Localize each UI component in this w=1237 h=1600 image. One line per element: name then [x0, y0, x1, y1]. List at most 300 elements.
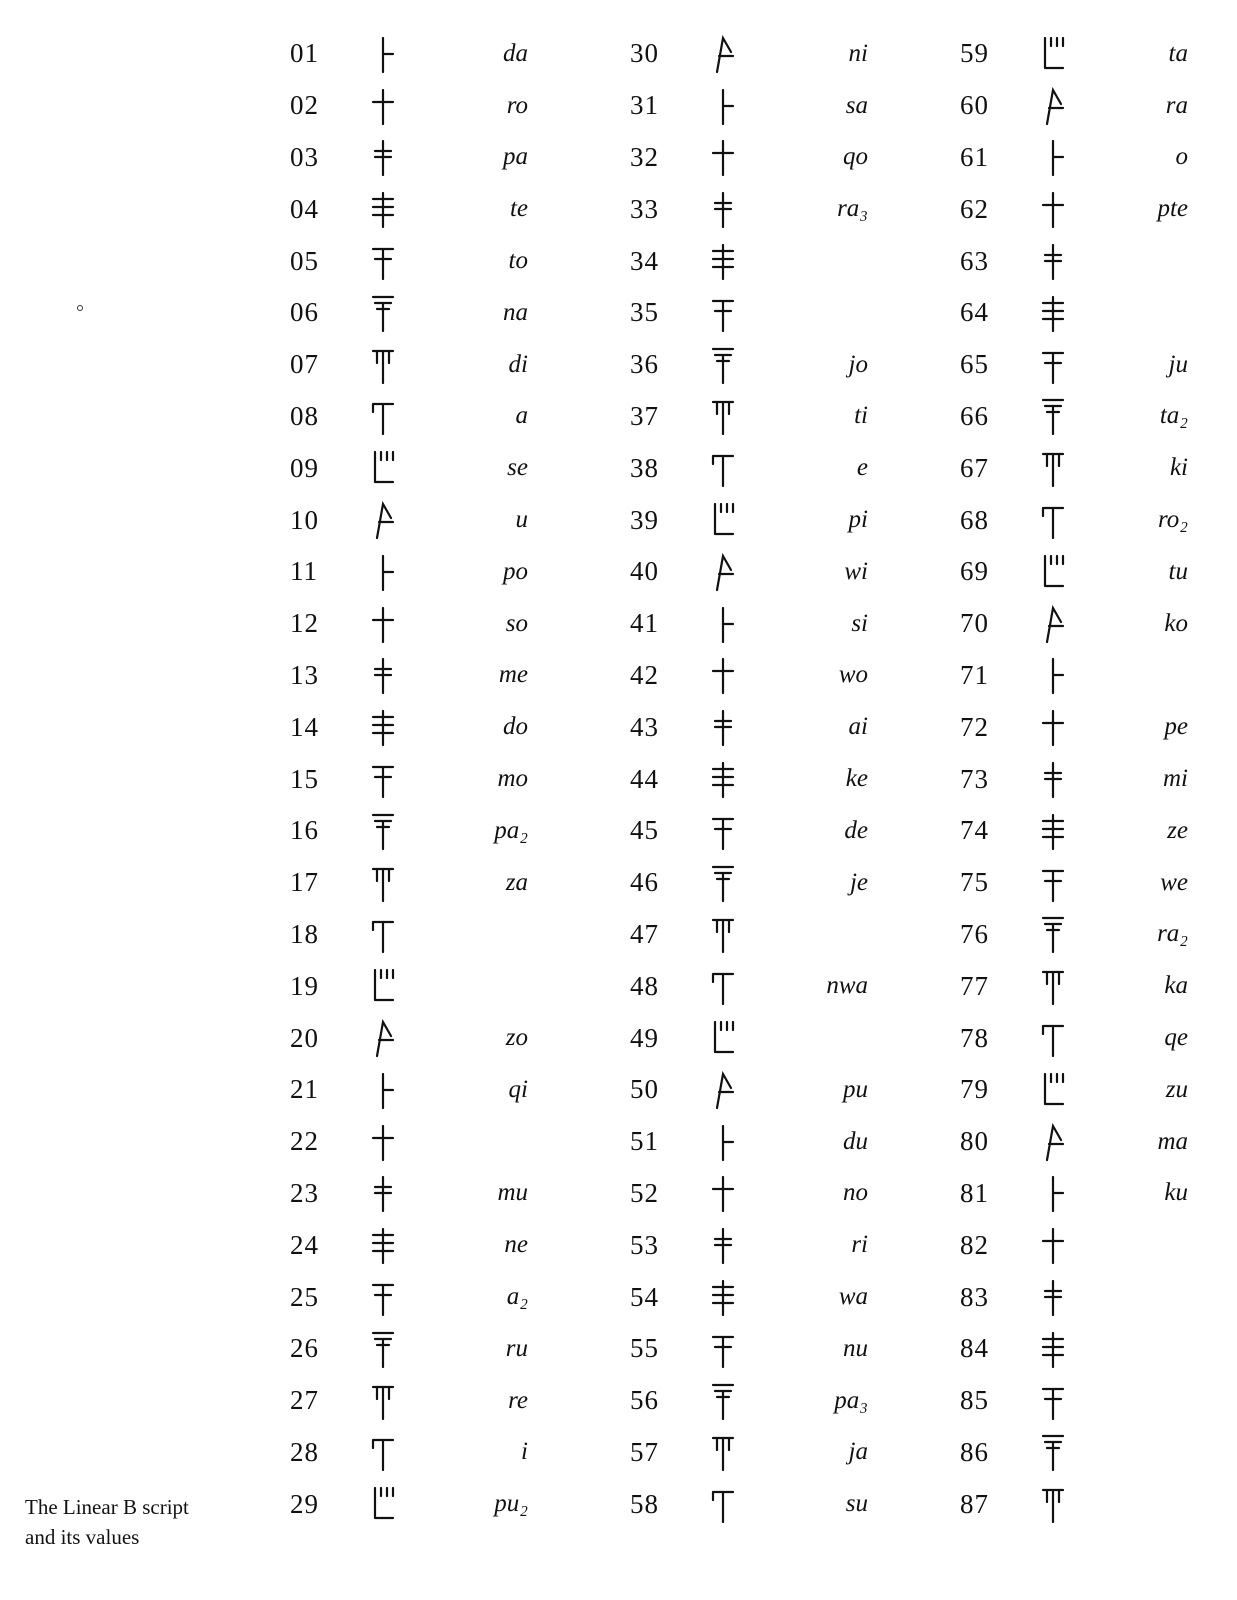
- linear-b-sign-icon: [348, 446, 418, 490]
- sign-number: 04: [290, 193, 319, 224]
- linear-b-sign-icon: [348, 602, 418, 646]
- linear-b-sign-icon: [348, 809, 418, 853]
- sign-value: a: [515, 402, 528, 430]
- sign-number: 46: [630, 867, 659, 898]
- sign-value: to: [508, 247, 528, 275]
- sign-value: mu: [497, 1179, 528, 1207]
- sign-value: nwa: [826, 972, 868, 1000]
- sign-number: 21: [290, 1074, 319, 1105]
- sign-row: [290, 287, 560, 339]
- sign-number: 13: [290, 659, 319, 690]
- linear-b-sign-icon: [348, 394, 418, 438]
- sign-row: [630, 805, 900, 857]
- sign-value: ra₂: [1157, 920, 1188, 948]
- sign-number: 50: [630, 1074, 659, 1105]
- linear-b-sign-icon: [688, 653, 758, 697]
- sign-value: pi: [848, 506, 868, 534]
- sign-value: ka: [1164, 972, 1188, 1000]
- sign-value: zo: [505, 1024, 528, 1052]
- sign-value: de: [844, 816, 868, 844]
- sign-row: [630, 235, 900, 287]
- linear-b-sign-icon: [688, 291, 758, 335]
- sign-row: [630, 1168, 900, 1220]
- sign-number: 79: [960, 1074, 989, 1105]
- linear-b-sign-icon: [688, 1120, 758, 1164]
- sign-number: 43: [630, 711, 659, 742]
- linear-b-sign-icon: [1018, 861, 1088, 905]
- sign-row: [290, 183, 560, 235]
- sign-number: 75: [960, 867, 989, 898]
- linear-b-sign-icon: [688, 498, 758, 542]
- sign-row: [960, 80, 1230, 132]
- sign-number: 38: [630, 452, 659, 483]
- sign-value: mo: [497, 765, 528, 793]
- sign-row: [960, 1064, 1230, 1116]
- sign-number: 87: [960, 1488, 989, 1519]
- linear-b-sign-icon: [1018, 1068, 1088, 1112]
- sign-number: 80: [960, 1126, 989, 1157]
- sign-number: 57: [630, 1436, 659, 1467]
- linear-b-sign-icon: [348, 1120, 418, 1164]
- sign-number: 81: [960, 1177, 989, 1208]
- sign-number: 17: [290, 867, 319, 898]
- sign-row: [290, 546, 560, 598]
- sign-row: [960, 287, 1230, 339]
- sign-row: [960, 391, 1230, 443]
- sign-row: [290, 1116, 560, 1168]
- sign-value: ru: [505, 1334, 528, 1362]
- sign-row: [630, 391, 900, 443]
- sign-number: 31: [630, 90, 659, 121]
- sign-row: [960, 1375, 1230, 1427]
- sign-number: 45: [630, 815, 659, 846]
- sign-value: si: [851, 609, 868, 637]
- sign-number: 02: [290, 90, 319, 121]
- sign-row: [630, 650, 900, 702]
- sign-row: [290, 494, 560, 546]
- linear-b-sign-icon: [348, 498, 418, 542]
- sign-value: ti: [854, 402, 868, 430]
- sign-value: po: [503, 557, 528, 585]
- sign-number: 08: [290, 400, 319, 431]
- sign-value: we: [1160, 868, 1188, 896]
- sign-row: [960, 857, 1230, 909]
- linear-b-sign-icon: [1018, 964, 1088, 1008]
- linear-b-sign-icon: [688, 32, 758, 76]
- sign-value: ta: [1168, 39, 1188, 67]
- linear-b-sign-icon: [1018, 1275, 1088, 1319]
- linear-b-sign-icon: [1018, 135, 1088, 179]
- sign-value: ke: [845, 765, 868, 793]
- sign-row: [290, 28, 560, 80]
- sign-number: 71: [960, 659, 989, 690]
- linear-b-sign-icon: [1018, 1016, 1088, 1060]
- sign-row: [630, 753, 900, 805]
- linear-b-sign-icon: [688, 1171, 758, 1215]
- linear-b-sign-icon: [688, 84, 758, 128]
- sign-number: 40: [630, 556, 659, 587]
- sign-value: jo: [848, 350, 868, 378]
- linear-b-sign-icon: [1018, 1430, 1088, 1474]
- sign-number: 76: [960, 918, 989, 949]
- sign-row: [960, 1168, 1230, 1220]
- sign-number: 84: [960, 1333, 989, 1364]
- linear-b-sign-icon: [1018, 187, 1088, 231]
- sign-value: ze: [1167, 816, 1188, 844]
- linear-b-sign-icon: [348, 1379, 418, 1423]
- sign-value: ai: [848, 713, 868, 741]
- sign-number: 30: [630, 38, 659, 69]
- sign-number: 28: [290, 1436, 319, 1467]
- sign-number: 55: [630, 1333, 659, 1364]
- sign-value: te: [509, 195, 528, 223]
- sign-number: 83: [960, 1281, 989, 1312]
- sign-number: 33: [630, 193, 659, 224]
- sign-row: [630, 1012, 900, 1064]
- sign-value: no: [843, 1179, 868, 1207]
- sign-value: ne: [504, 1231, 528, 1259]
- sign-value: pu₂: [494, 1490, 528, 1518]
- sign-number: 19: [290, 970, 319, 1001]
- sign-row: [630, 1375, 900, 1427]
- sign-number: 70: [960, 608, 989, 639]
- linear-b-sign-icon: [348, 32, 418, 76]
- linear-b-sign-icon: [1018, 1223, 1088, 1267]
- sign-row: [960, 1478, 1230, 1530]
- sign-row: [290, 909, 560, 961]
- linear-b-sign-icon: [688, 1379, 758, 1423]
- linear-b-sign-icon: [348, 1430, 418, 1474]
- linear-b-sign-icon: [1018, 239, 1088, 283]
- linear-b-sign-icon: [688, 239, 758, 283]
- sign-row: [960, 1116, 1230, 1168]
- sign-row: [630, 1478, 900, 1530]
- linear-b-sign-icon: [688, 1223, 758, 1267]
- syllabary-column-1: [290, 28, 560, 1530]
- linear-b-sign-icon: [348, 861, 418, 905]
- sign-row: [630, 1219, 900, 1271]
- sign-row: [960, 132, 1230, 184]
- sign-row: [960, 909, 1230, 961]
- sign-value: wa: [838, 1283, 868, 1311]
- linear-b-sign-icon: [1018, 32, 1088, 76]
- sign-number: 39: [630, 504, 659, 535]
- linear-b-sign-icon: [1018, 550, 1088, 594]
- sign-row: [630, 1064, 900, 1116]
- sign-number: 36: [630, 349, 659, 380]
- sign-row: [290, 1375, 560, 1427]
- sign-number: 53: [630, 1229, 659, 1260]
- sign-row: [960, 701, 1230, 753]
- sign-row: [290, 235, 560, 287]
- sign-number: 47: [630, 918, 659, 949]
- sign-value: pe: [1164, 713, 1188, 741]
- sign-row: [960, 1323, 1230, 1375]
- sign-value: pu: [843, 1075, 868, 1103]
- sign-row: [960, 28, 1230, 80]
- sign-row: [960, 183, 1230, 235]
- sign-row: [630, 1323, 900, 1375]
- sign-row: [960, 1012, 1230, 1064]
- sign-number: 15: [290, 763, 319, 794]
- sign-number: 63: [960, 245, 989, 276]
- sign-number: 86: [960, 1436, 989, 1467]
- sign-number: 58: [630, 1488, 659, 1519]
- sign-number: 49: [630, 1022, 659, 1053]
- linear-b-sign-icon: [688, 1482, 758, 1526]
- sign-number: 27: [290, 1385, 319, 1416]
- sign-value: i: [521, 1438, 528, 1466]
- sign-value: pa: [503, 143, 528, 171]
- sign-number: 06: [290, 297, 319, 328]
- sign-number: 34: [630, 245, 659, 276]
- sign-number: 05: [290, 245, 319, 276]
- sign-number: 64: [960, 297, 989, 328]
- sign-number: 03: [290, 141, 319, 172]
- sign-value: sa: [845, 91, 868, 119]
- sign-row: [960, 442, 1230, 494]
- sign-row: [290, 391, 560, 443]
- sign-number: 65: [960, 349, 989, 380]
- linear-b-sign-icon: [348, 964, 418, 1008]
- sign-row: [630, 183, 900, 235]
- sign-row: [630, 1271, 900, 1323]
- sign-number: 68: [960, 504, 989, 535]
- linear-b-sign-icon: [688, 964, 758, 1008]
- sign-row: [630, 960, 900, 1012]
- linear-b-sign-icon: [348, 239, 418, 283]
- sign-number: 77: [960, 970, 989, 1001]
- sign-row: [960, 650, 1230, 702]
- sign-value: ki: [1169, 454, 1188, 482]
- sign-row: [290, 1478, 560, 1530]
- sign-row: [290, 960, 560, 1012]
- linear-b-sign-icon: [688, 550, 758, 594]
- linear-b-sign-icon: [1018, 84, 1088, 128]
- sign-number: 82: [960, 1229, 989, 1260]
- linear-b-sign-icon: [688, 135, 758, 179]
- sign-row: [290, 80, 560, 132]
- sign-value: nu: [843, 1334, 868, 1362]
- sign-value: pte: [1157, 195, 1188, 223]
- sign-row: [960, 960, 1230, 1012]
- sign-number: 32: [630, 141, 659, 172]
- sign-row: [630, 132, 900, 184]
- sign-value: ko: [1164, 609, 1188, 637]
- linear-b-sign-icon: [1018, 291, 1088, 335]
- linear-b-sign-icon: [348, 343, 418, 387]
- sign-number: 62: [960, 193, 989, 224]
- sign-value: du: [843, 1127, 868, 1155]
- sign-row: [630, 287, 900, 339]
- sign-row: [960, 494, 1230, 546]
- linear-b-sign-icon: [688, 1068, 758, 1112]
- sign-row: [960, 235, 1230, 287]
- linear-b-sign-icon: [1018, 602, 1088, 646]
- sign-number: 23: [290, 1177, 319, 1208]
- sign-number: 73: [960, 763, 989, 794]
- sign-row: [630, 857, 900, 909]
- linear-b-sign-icon: [348, 187, 418, 231]
- sign-value: so: [505, 609, 528, 637]
- sign-number: 35: [630, 297, 659, 328]
- sign-value: qe: [1164, 1024, 1188, 1052]
- sign-number: 29: [290, 1488, 319, 1519]
- sign-row: [960, 598, 1230, 650]
- sign-number: 22: [290, 1126, 319, 1157]
- sign-value: re: [508, 1386, 528, 1414]
- sign-number: 85: [960, 1385, 989, 1416]
- sign-row: [630, 598, 900, 650]
- linear-b-sign-icon: [348, 757, 418, 801]
- sign-value: di: [508, 350, 528, 378]
- caption-line-1: The Linear B script: [25, 1495, 189, 1519]
- sign-number: 67: [960, 452, 989, 483]
- sign-row: [630, 339, 900, 391]
- sign-row: [290, 339, 560, 391]
- linear-b-sign-icon: [348, 705, 418, 749]
- sign-row: [290, 132, 560, 184]
- sign-number: 10: [290, 504, 319, 535]
- sign-value: ri: [851, 1231, 868, 1259]
- sign-number: 69: [960, 556, 989, 587]
- linear-b-sign-icon: [348, 653, 418, 697]
- linear-b-sign-icon: [348, 291, 418, 335]
- linear-b-sign-icon: [1018, 394, 1088, 438]
- linear-b-sign-icon: [1018, 1482, 1088, 1526]
- sign-value: o: [1175, 143, 1188, 171]
- sign-value: u: [515, 506, 528, 534]
- sign-row: [290, 805, 560, 857]
- linear-b-sign-icon: [688, 861, 758, 905]
- sign-number: 25: [290, 1281, 319, 1312]
- linear-b-sign-icon: [1018, 1171, 1088, 1215]
- sign-row: [290, 1427, 560, 1479]
- sign-row: [630, 80, 900, 132]
- linear-b-sign-icon: [1018, 757, 1088, 801]
- sign-value: ni: [848, 39, 868, 67]
- sign-row: [290, 753, 560, 805]
- sign-number: 20: [290, 1022, 319, 1053]
- sign-value: pa₃: [834, 1386, 868, 1414]
- sign-value: ra: [1165, 91, 1188, 119]
- sign-value: je: [849, 868, 868, 896]
- syllabary-column-3: [960, 28, 1230, 1530]
- sign-row: [290, 1064, 560, 1116]
- sign-row: [630, 494, 900, 546]
- sign-row: [290, 442, 560, 494]
- sign-row: [630, 701, 900, 753]
- syllabary-column-2: [630, 28, 900, 1530]
- linear-b-sign-icon: [688, 343, 758, 387]
- linear-b-sign-icon: [348, 1171, 418, 1215]
- linear-b-sign-icon: [688, 912, 758, 956]
- linear-b-sign-icon: [348, 1327, 418, 1371]
- sign-number: 18: [290, 918, 319, 949]
- sign-number: 07: [290, 349, 319, 380]
- sign-row: [630, 1116, 900, 1168]
- linear-b-sign-icon: [348, 912, 418, 956]
- linear-b-sign-icon: [688, 809, 758, 853]
- sign-row: [290, 598, 560, 650]
- sign-value: do: [503, 713, 528, 741]
- caption-line-2: and its values: [25, 1525, 140, 1549]
- sign-number: 24: [290, 1229, 319, 1260]
- linear-b-sign-icon: [1018, 446, 1088, 490]
- sign-value: se: [507, 454, 528, 482]
- sign-value: ja: [848, 1438, 868, 1466]
- sign-number: 78: [960, 1022, 989, 1053]
- sign-row: [290, 1323, 560, 1375]
- linear-b-sign-icon: [688, 394, 758, 438]
- sign-value: tu: [1168, 557, 1188, 585]
- sign-value: da: [503, 39, 528, 67]
- sign-value: na: [503, 298, 528, 326]
- linear-b-sign-icon: [348, 550, 418, 594]
- linear-b-sign-icon: [688, 1275, 758, 1319]
- sign-value: mi: [1163, 765, 1188, 793]
- linear-b-sign-icon: [688, 602, 758, 646]
- linear-b-sign-icon: [1018, 498, 1088, 542]
- linear-b-sign-icon: [1018, 1379, 1088, 1423]
- sign-row: [290, 650, 560, 702]
- linear-b-sign-icon: [1018, 653, 1088, 697]
- sign-value: ro: [506, 91, 528, 119]
- sign-value: a₂: [506, 1283, 528, 1311]
- linear-b-sign-icon: [1018, 1120, 1088, 1164]
- sign-row: [290, 1219, 560, 1271]
- sign-number: 26: [290, 1333, 319, 1364]
- sign-row: [960, 753, 1230, 805]
- linear-b-sign-icon: [348, 1482, 418, 1526]
- sign-number: 09: [290, 452, 319, 483]
- sign-number: 48: [630, 970, 659, 1001]
- sign-row: [630, 546, 900, 598]
- linear-b-sign-icon: [688, 757, 758, 801]
- sign-value: qo: [843, 143, 868, 171]
- sign-value: ta₂: [1159, 402, 1188, 430]
- sign-number: 74: [960, 815, 989, 846]
- sign-row: [630, 442, 900, 494]
- sign-number: 54: [630, 1281, 659, 1312]
- sign-value: wo: [838, 661, 868, 689]
- sign-number: 01: [290, 38, 319, 69]
- sign-row: [960, 805, 1230, 857]
- sign-number: 12: [290, 608, 319, 639]
- linear-b-sign-icon: [688, 1430, 758, 1474]
- linear-b-sign-icon: [688, 1327, 758, 1371]
- sign-value: wi: [844, 557, 868, 585]
- sign-value: ku: [1164, 1179, 1188, 1207]
- figure-caption: [25, 1492, 189, 1552]
- sign-row: [960, 1271, 1230, 1323]
- sign-number: 16: [290, 815, 319, 846]
- sign-row: [290, 1168, 560, 1220]
- sign-number: 72: [960, 711, 989, 742]
- linear-b-sign-icon: [348, 1016, 418, 1060]
- linear-b-sign-icon: [1018, 809, 1088, 853]
- sign-row: [290, 857, 560, 909]
- linear-b-sign-icon: [1018, 912, 1088, 956]
- sign-row: [290, 701, 560, 753]
- sign-number: 66: [960, 400, 989, 431]
- linear-b-sign-icon: [688, 446, 758, 490]
- linear-b-sign-icon: [1018, 1327, 1088, 1371]
- linear-b-sign-icon: [348, 1275, 418, 1319]
- sign-value: za: [505, 868, 528, 896]
- sign-value: qi: [508, 1075, 528, 1103]
- sign-row: [630, 28, 900, 80]
